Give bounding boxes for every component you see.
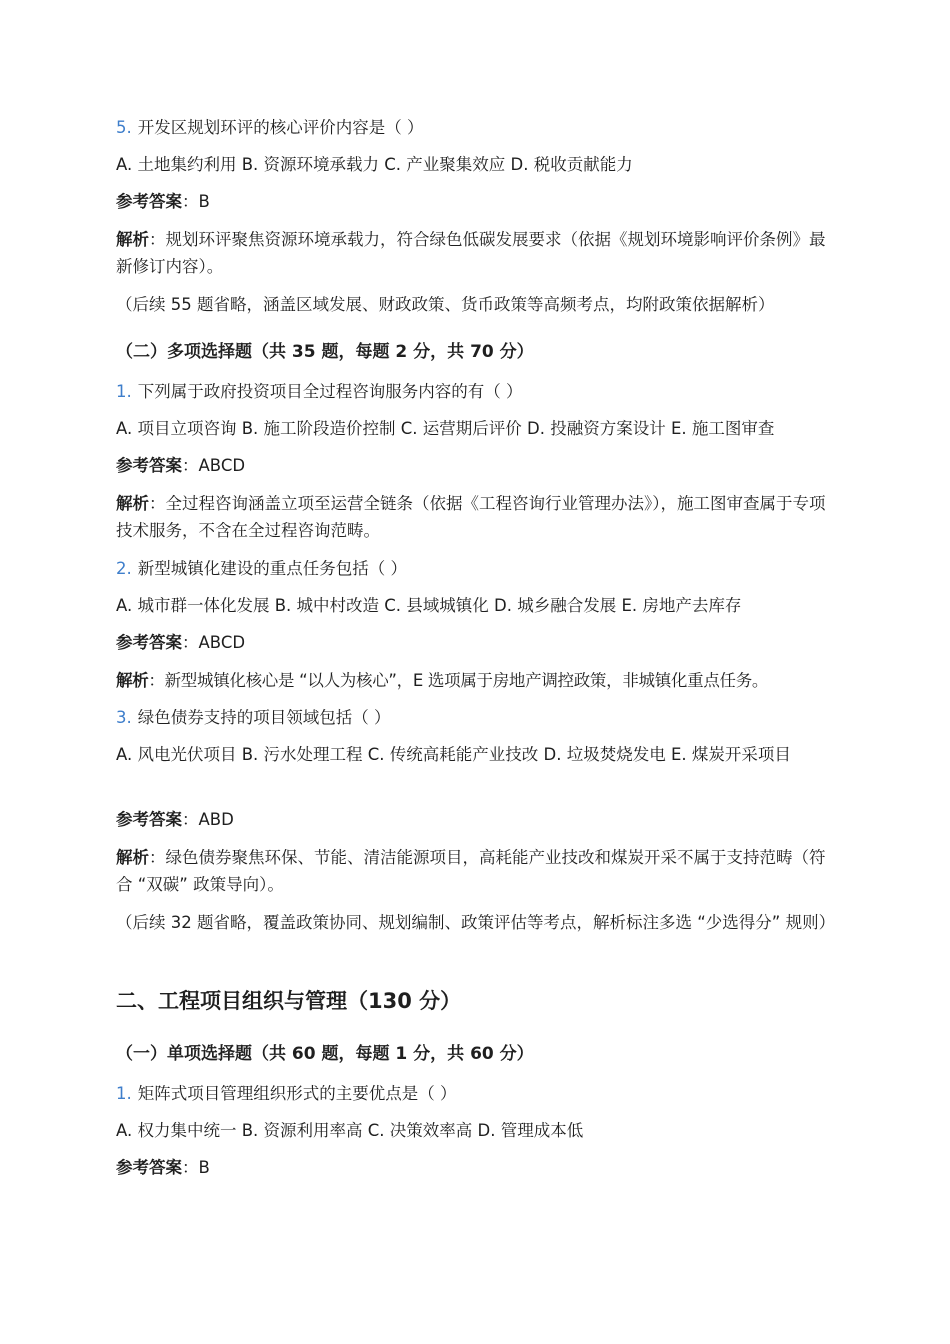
answer-value: ：B — [182, 192, 210, 211]
question-number: 1. — [116, 382, 132, 401]
analysis-text: ：全过程咨询涵盖立项至运营全链条（依据《工程咨询行业管理办法》），施工图审查属于专项技术服务，不含在全过程咨询范畴。 — [116, 494, 826, 540]
analysis-line — [116, 667, 838, 694]
answer-value: ：ABD — [182, 810, 234, 829]
question-text: 开发区规划环评的核心评价内容是（ ） — [137, 118, 424, 137]
answer-label: 参考答案 — [116, 192, 182, 211]
answer-value: ：B — [182, 1158, 210, 1177]
question-options: A. 土地集约利用 B. 资源环境承载力 C. 产业聚集效应 D. 税收贡献能力 — [116, 155, 633, 174]
analysis-line — [116, 490, 838, 544]
omission-note: （后续 55 题省略，涵盖区域发展、财政政策、货币政策等高频考点，均附政策依据解析） — [116, 295, 775, 314]
question-number: 3. — [116, 708, 132, 727]
question-number: 1. — [116, 1084, 132, 1103]
question-text: 下列属于政府投资项目全过程咨询服务内容的有（ ） — [137, 382, 523, 401]
analysis-label: 解析 — [116, 848, 149, 867]
answer-value: ：ABCD — [182, 456, 246, 475]
analysis-label: 解析 — [116, 230, 149, 249]
answer-line — [116, 1154, 838, 1181]
answer-label: 参考答案 — [116, 456, 182, 475]
question-options: A. 项目立项咨询 B. 施工阶段造价控制 C. 运营期后评价 D. 投融资方案设计 E. 施工图审查 — [116, 419, 775, 438]
answer-line — [116, 629, 838, 656]
question-m2 — [116, 555, 838, 582]
question-options: A. 城市群一体化发展 B. 城中村改造 C. 县域城镇化 D. 城乡融合发展 E. 房地产去库存 — [116, 596, 742, 615]
analysis-label: 解析 — [116, 494, 149, 513]
question-text: 绿色债券支持的项目领域包括（ ） — [137, 708, 391, 727]
answer-label: 参考答案 — [116, 633, 182, 652]
omission-note: （后续 32 题省略，覆盖政策协同、规划编制、政策评估等考点，解析标注多选 “少选得分” 规则） — [116, 913, 836, 932]
question-m3 — [116, 704, 838, 731]
question-m1 — [116, 378, 838, 405]
answer-label: 参考答案 — [116, 810, 182, 829]
analysis-line — [116, 226, 838, 280]
question-number: 2. — [116, 559, 132, 578]
analysis-text: ：新型城镇化核心是 “以人为核心”，E 选项属于房地产调控政策，非城镇化重点任务。 — [148, 671, 769, 690]
question-text: 矩阵式项目管理组织形式的主要优点是（ ） — [137, 1084, 457, 1103]
section-heading-multiple-choice: （二）多项选择题（共 35 题，每题 2 分，共 70 分） — [116, 342, 534, 362]
chapter-heading: 二、工程项目组织与管理（130 分） — [116, 989, 462, 1013]
question-options: A. 风电光伏项目 B. 污水处理工程 C. 传统高耗能产业技改 D. 垃圾焚烧发电 E. 煤炭开采项目 — [116, 745, 791, 764]
question-q5 — [116, 114, 838, 141]
question-s1 — [116, 1080, 838, 1107]
analysis-line — [116, 844, 838, 898]
answer-value: ：ABCD — [182, 633, 246, 652]
analysis-text: ：绿色债券聚焦环保、节能、清洁能源项目，高耗能产业技改和煤炭开采不属于支持范畴（符合 “双碳” 政策导向）。 — [116, 848, 826, 894]
answer-line — [116, 806, 838, 833]
answer-line — [116, 188, 838, 215]
question-number: 5. — [116, 118, 132, 137]
section-heading-single-choice: （一）单项选择题（共 60 题，每题 1 分，共 60 分） — [116, 1044, 534, 1064]
question-options: A. 权力集中统一 B. 资源利用率高 C. 决策效率高 D. 管理成本低 — [116, 1121, 584, 1140]
analysis-text: ：规划环评聚焦资源环境承载力，符合绿色低碳发展要求（依据《规划环境影响评价条例》最新修订内容）。 — [116, 230, 826, 276]
question-text: 新型城镇化建设的重点任务包括（ ） — [137, 559, 407, 578]
answer-line — [116, 452, 838, 479]
analysis-label: 解析 — [116, 671, 149, 690]
answer-label: 参考答案 — [116, 1158, 182, 1177]
